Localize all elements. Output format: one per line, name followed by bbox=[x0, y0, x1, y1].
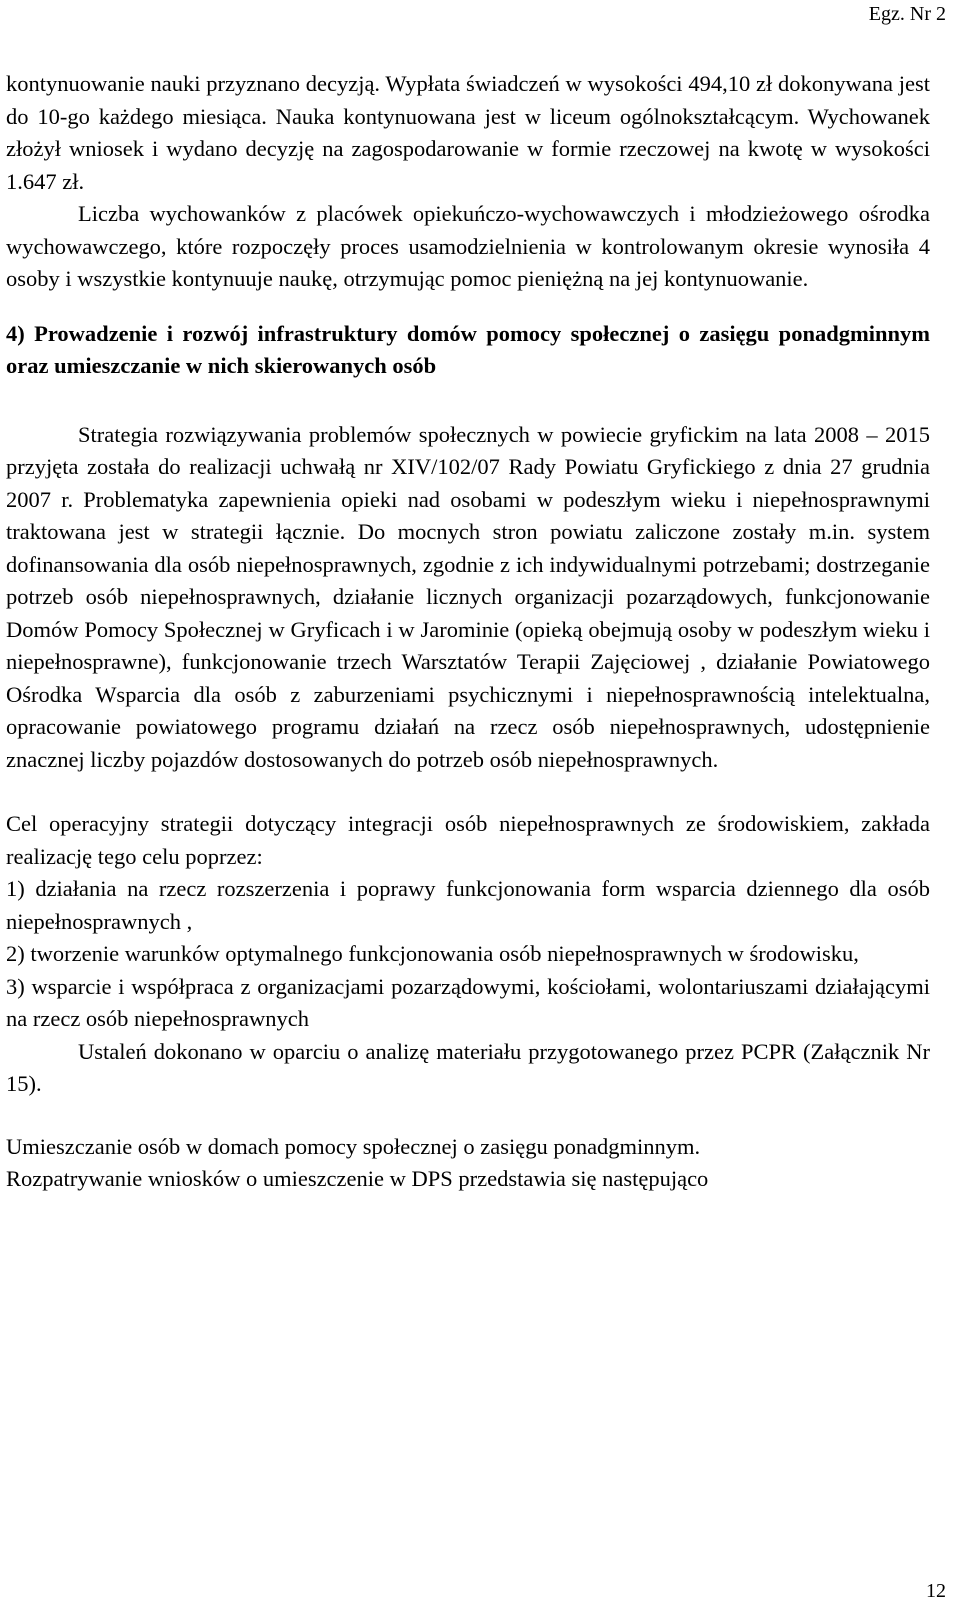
list-item: 1) działania na rzecz rozszerzenia i poprawy funkcjonowania form wsparcia dziennego dla osób niepełnosprawnych , bbox=[6, 876, 930, 934]
document-body bbox=[6, 68, 930, 1196]
paragraph-findings: Ustaleń dokonano w oparciu o analizę materiału przygotowanego przez PCPR (Załącznik Nr 15). bbox=[6, 1038, 930, 1096]
copy-number-label: Egz. Nr 2 bbox=[868, 3, 946, 25]
paragraph-wards-count: Liczba wychowanków z placówek opiekuńczo-wychowawczych i młodzieżowego ośrodka wychowawczego, które rozpoczęły proces usamodzielnienia w kontrolowanym okresie wynosiła 4 osoby i wszystkie kontynuuje naukę, otrzymując pomoc pieniężną na jej kontynuowanie. bbox=[6, 201, 930, 291]
paragraph-operational-goal: Cel operacyjny strategii dotyczący integracji osób niepełnosprawnych ze środowiskiem, zakłada realizację tego celu poprzez: bbox=[6, 811, 930, 869]
paragraph-strategy: Strategia rozwiązywania problemów społecznych w powiecie gryfickim na lata 2008 – 2015 przyjęta została do realizacji uchwałą nr XIV/102/07 Rady Powiatu Gryfickiego z dnia 27 grudnia 2007 r. Problematyka zapewnienia opieki nad osobami w podeszłym wieku i niepełnosprawnymi traktowana jest w strategii łącznie. Do mocnych stron powiatu zaliczone zostały m.in. system dofinansowania dla osób niepełnosprawnych, zgodnie z ich indywidualnymi potrzebami; dostrzeganie potrzeb osób niepełnosprawnych, działanie licznych organizacji pozarządowych, funkcjonowanie Domów Pomocy Społecznej w Gryficach i w Jarominie (opieką obejmują osoby w podeszłym wieku i niepełnosprawne), funkcjonowanie trzech Warsztatów Terapii Zajęciowej , działanie Powiatowego Ośrodka Wsparcia dla osób z zaburzeniami psychicznymi i niepełnosprawnością intelektualna, opracowanie powiatowego programu działań na rzecz osób niepełnosprawnych, udostępnienie znacznej liczby pojazdów dostosowanych do potrzeb osób niepełnosprawnych. bbox=[6, 421, 930, 772]
page-number: 12 bbox=[926, 1580, 946, 1602]
list-item: 3) wsparcie i współpraca z organizacjami pozarządowymi, kościołami, wolontariuszami działającymi na rzecz osób niepełnosprawnych bbox=[6, 973, 930, 1031]
paragraph-placement-intro: Rozpatrywanie wniosków o umieszczenie w DPS przedstawia się następująco bbox=[6, 1166, 709, 1191]
list-item: 2) tworzenie warunków optymalnego funkcjonowania osób niepełnosprawnych w środowisku, bbox=[6, 941, 859, 966]
paragraph-placement-title: Umieszczanie osób w domach pomocy społecznej o zasięgu ponadgminnym. bbox=[6, 1133, 701, 1159]
section-heading: 4) Prowadzenie i rozwój infrastruktury domów pomocy społecznej o zasięgu ponadgminnym oraz umieszczanie w nich skierowanych osób bbox=[6, 320, 930, 378]
paragraph-continuation: kontynuowanie nauki przyznano decyzją. Wypłata świadczeń w wysokości 494,10 zł dokonywana jest do 10-go każdego miesiąca. Nauka kontynuowana jest w liceum ogólnokształcącym. Wychowanek złożył wniosek i wydano decyzję na zagospodarowanie w formie rzeczowej na kwotę w wysokości 1.647 zł. bbox=[6, 71, 930, 194]
